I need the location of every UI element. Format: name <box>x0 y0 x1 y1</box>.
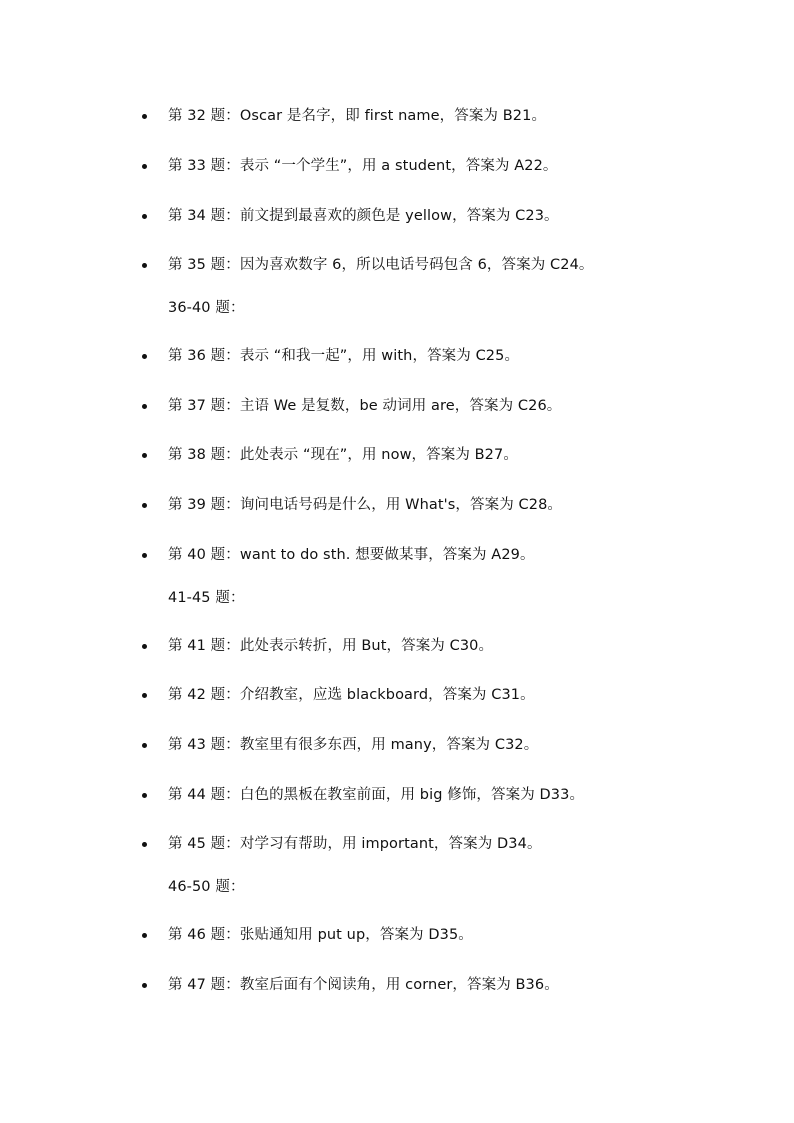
section-heading: 41-45 题： <box>168 590 245 606</box>
list-item: 第 37 题：主语 We 是复数，be 动词用 are，答案为 C26。 <box>168 398 562 414</box>
list-bullet <box>142 553 147 558</box>
list-bullet <box>142 263 147 268</box>
list-item: 第 38 题：此处表示 “现在”，用 now，答案为 B27。 <box>168 447 518 463</box>
section-heading: 46-50 题： <box>168 879 245 895</box>
list-item: 第 42 题：介绍教室，应选 blackboard，答案为 C31。 <box>168 687 535 703</box>
list-bullet <box>142 404 147 409</box>
section-heading: 36-40 题： <box>168 300 245 316</box>
list-bullet <box>142 114 147 119</box>
list-bullet <box>142 453 147 458</box>
list-item: 第 34 题：前文提到最喜欢的颜色是 yellow，答案为 C23。 <box>168 208 559 224</box>
list-item: 第 44 题：白色的黑板在教室前面，用 big 修饰，答案为 D33。 <box>168 787 585 803</box>
list-item: 第 43 题：教室里有很多东西，用 many，答案为 C32。 <box>168 737 539 753</box>
list-bullet <box>142 983 147 988</box>
list-bullet <box>142 743 147 748</box>
list-item: 第 33 题：表示 “一个学生”，用 a student，答案为 A22。 <box>168 158 558 174</box>
list-item: 第 45 题：对学习有帮助，用 important，答案为 D34。 <box>168 836 542 852</box>
list-item: 第 47 题：教室后面有个阅读角，用 corner，答案为 B36。 <box>168 977 559 993</box>
list-item: 第 46 题：张贴通知用 put up，答案为 D35。 <box>168 927 473 943</box>
list-bullet <box>142 933 147 938</box>
list-bullet <box>142 842 147 847</box>
list-bullet <box>142 503 147 508</box>
list-item: 第 35 题：因为喜欢数字 6，所以电话号码包含 6，答案为 C24。 <box>168 257 594 273</box>
list-bullet <box>142 164 147 169</box>
list-bullet <box>142 793 147 798</box>
list-item: 第 40 题：want to do sth. 想要做某事，答案为 A29。 <box>168 547 535 563</box>
list-item: 第 39 题：询问电话号码是什么，用 What's，答案为 C28。 <box>168 497 562 513</box>
list-bullet <box>142 644 147 649</box>
list-item: 第 41 题：此处表示转折，用 But，答案为 C30。 <box>168 638 494 654</box>
list-item: 第 36 题：表示 “和我一起”，用 with，答案为 C25。 <box>168 348 520 364</box>
list-bullet <box>142 693 147 698</box>
list-bullet <box>142 214 147 219</box>
list-bullet <box>142 354 147 359</box>
list-item: 第 32 题：Oscar 是名字，即 first name，答案为 B21。 <box>168 108 547 124</box>
